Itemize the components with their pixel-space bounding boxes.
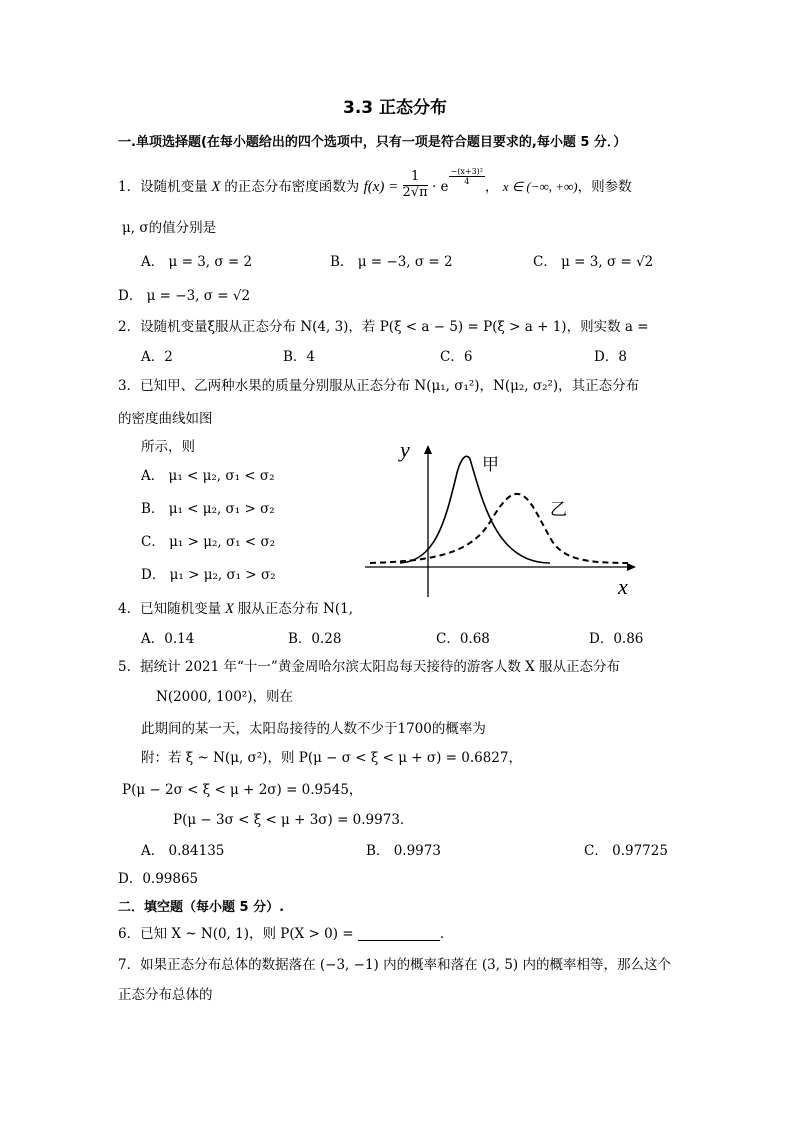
x-axis: [365, 563, 636, 571]
q1-stem-c: ，则参数: [577, 179, 632, 195]
q1-exponent: $\frac{\text{−(x+3)²}}{4}$: [450, 166, 483, 186]
q4-option-c: C．0.68: [436, 631, 490, 647]
q5-line1: 5．据统计 2021 年“十一”黄金周哈尔滨太阳岛每天接待的游客人数 X 服从正态分布: [118, 659, 621, 675]
q7-line2: 正态分布总体的: [118, 987, 213, 1003]
q5-option-d: D．0.99865: [118, 871, 199, 887]
q3-option-d: D． μ₁ > μ₂, σ₁ > σ₂: [141, 567, 276, 583]
section2-heading: 二．填空题（每小题 5 分）.: [118, 900, 285, 915]
q1-var-x: X: [207, 179, 225, 195]
q6-end: .: [439, 926, 445, 942]
y-axis: [424, 445, 432, 597]
q2-stem: 2．设随机变量ξ服从正态分布 N(4, 3)，若 P(ξ < a − 5) = P(ξ > a + 1)，则实数 a =: [118, 319, 649, 335]
curve-jia: [400, 456, 550, 563]
q1-frac-num: 1: [403, 170, 428, 186]
curve-yi: [370, 494, 628, 563]
q5-line4: 附：若 ξ ~ N(μ, σ²)，则 P(μ − σ < ξ < μ + σ) = 0.6827，: [141, 750, 522, 766]
q1-e: · e: [431, 179, 449, 195]
q1-exp-den: 4: [464, 177, 470, 186]
q6-stem: [118, 928, 444, 942]
q6-stem-text: 6．已知 X ~ N(0, 1)，则 P(X > 0) =: [118, 926, 354, 942]
q4-option-d: D．0.86: [589, 631, 644, 647]
page-title: 3.3 正态分布: [343, 98, 448, 118]
q6-answer-blank[interactable]: [358, 928, 440, 941]
q3-option-c: C． μ₁ > μ₂, σ₁ < σ₂: [141, 534, 276, 550]
q5-option-c: C． 0.97725: [584, 843, 668, 859]
q4-stem-hidden: 服从正态分布 N(1,: [237, 601, 354, 617]
q1-option-b: B． μ = −3, σ = 2: [330, 254, 453, 270]
q1-exp-num: (x+3)²: [457, 166, 483, 176]
q4-stem-text: 4．已知随机变量: [118, 601, 222, 617]
q1-fraction: [403, 170, 428, 201]
q2-option-b: B．4: [283, 349, 316, 365]
q3-line1: 3．已知甲、乙两种水果的质量分别服从正态分布 N(μ₁, σ₁²)，N(μ₂, σ₂²)，其正态分布: [118, 378, 640, 394]
q4-option-b: B．0.28: [288, 631, 342, 647]
q5-line2: N(2000, 100²)，则在: [156, 689, 293, 705]
q3-line2: 的密度曲线如图: [118, 411, 213, 427]
q2-option-a: A．2: [141, 349, 173, 365]
q3-line3: 所示，则: [141, 439, 195, 455]
curve-yi-label: 乙: [550, 500, 567, 519]
q1-stem: 1．设随机变量 X 的正态分布密度函数为 f(x) = $\frac{1}{2√\pi}$ · e $\frac{\text{−(x+3)²}}{4}$ ， x ∈ (−∞, +∞)，则参数: [118, 166, 632, 200]
q2-option-d: D．8: [594, 349, 627, 365]
q1-stem-a: 1．设随机变量: [118, 179, 208, 195]
q4-stem: [118, 602, 353, 617]
q5-line6: P(μ − 3σ < ξ < μ + 3σ) = 0.9973．: [173, 812, 414, 828]
q5-option-a: A． 0.84135: [141, 843, 225, 859]
q1-fx: f(x) =: [363, 179, 399, 195]
q7-line1: 7．如果正态分布总体的数据落在 (−3, −1) 内的概率和落在 (3, 5) 内的概率相等，那么这个: [118, 957, 671, 973]
q1-domain: x ∈ (−∞, +∞): [502, 179, 578, 194]
curve-jia-label: 甲: [482, 455, 499, 474]
q2-option-c: C．6: [440, 349, 473, 365]
q1-option-a: A． μ = 3, σ = 2: [141, 254, 253, 270]
q3-density-graph: [360, 437, 660, 607]
y-axis-label: y: [400, 437, 410, 462]
q4-option-a: A．0.14: [141, 631, 195, 647]
q1-stem-b: 的正态分布密度函数为: [224, 179, 360, 195]
q3-option-a: A． μ₁ < μ₂, σ₁ < σ₂: [141, 468, 275, 484]
q1-frac-den: 2√π: [402, 185, 428, 200]
q1-option-d: D． μ = −3, σ = √2: [118, 288, 251, 304]
x-axis-label: x: [618, 574, 628, 599]
q5-line3: 此期间的某一天，太阳岛接待的人数不少于1700的概率为: [141, 721, 486, 737]
q4-var-x: X: [221, 601, 238, 617]
q1-option-c: C． μ = 3, σ = √2: [533, 254, 654, 270]
section1-heading: 一.单项选择题(在每小题给出的四个选项中，只有一项是符合题目要求的,每小题 5 分．）: [118, 135, 627, 150]
q1-line2: μ, σ的值分别是: [122, 220, 217, 236]
q3-option-b: B． μ₁ < μ₂, σ₁ > σ₂: [141, 501, 275, 517]
q5-line5: P(μ − 2σ < ξ < μ + 2σ) = 0.9545，: [122, 782, 363, 798]
q5-option-b: B． 0.9973: [366, 843, 441, 859]
